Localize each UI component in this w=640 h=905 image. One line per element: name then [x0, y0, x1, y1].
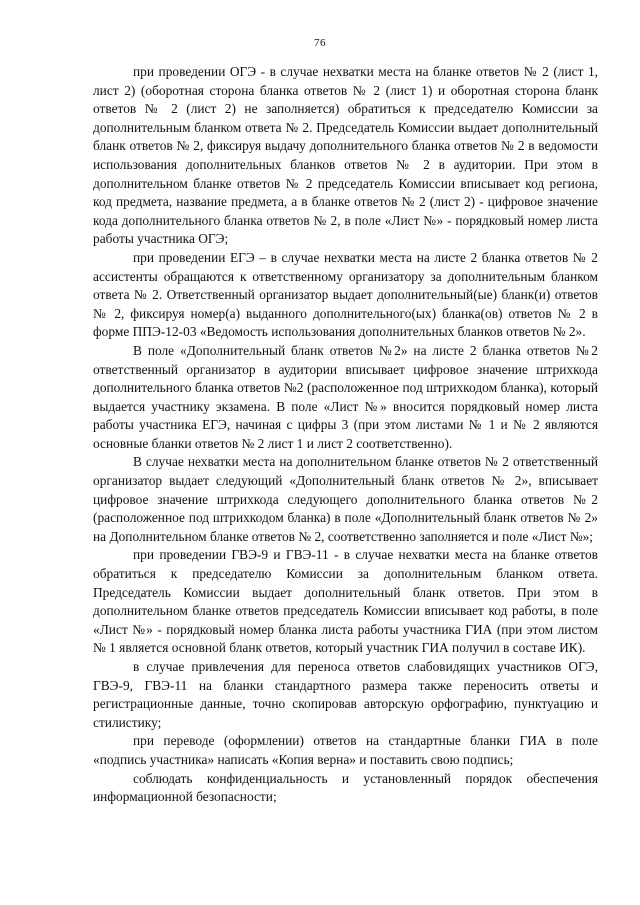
paragraph-ege-extra-sheet: при проведении ЕГЭ – в случае нехватки места на листе 2 бланка ответов № 2 ассистенты обращаются к ответственному организатору за дополнительным бланком ответа № 2. Ответственный организатор выдает дополнительный(ые) бланк(и) ответов № 2, фиксируя номер(а) выданного дополнительного(ых) бланка(ов) ответов № 2 в форме ППЭ-12-03 «Ведомость использования дополнительных бланков ответов № 2».	[93, 249, 598, 340]
document-body	[93, 63, 598, 807]
page-number: 76	[314, 37, 326, 49]
paragraph-copy-signature: при переводе (оформлении) ответов на стандартные бланки ГИА в поле «подпись участника» написать «Копия верна» и поставить свою подпись;	[93, 733, 598, 767]
paragraph-confidentiality: соблюдать конфиденциальность и установленный порядок обеспечения информационной безопасности;	[93, 770, 598, 805]
paragraph-extra-form-field: В поле «Дополнительный бланк ответов №2» на листе 2 бланка ответов №2 ответственный организатор в аудитории вписывает цифровое значение штрихкода дополнительного бланка ответов №2 (расположенное под штрихкодом бланка), который выдается участнику экзамена. В поле «Лист №» вносится порядковый номер листа работы участника ЕГЭ, начиная с цифры 3 (при этом листами № 1 и № 2 являются основные бланки ответов № 2 лист 1 и лист 2 соответственно).	[93, 342, 598, 451]
paragraph-next-extra-form: В случае нехватки места на дополнительном бланке ответов № 2 ответственный организатор выдает следующий «Дополнительный бланк ответов № 2», вписывает цифровое значение штрихкода следующего дополнительного бланка ответов №2 (расположенное под штрихкодом бланка) в поле «Дополнительный бланк ответов № 2» на Дополнительном бланке ответов № 2, соответственно заполняется и поле «Лист №»;	[93, 454, 598, 544]
paragraph-gve-extra-sheet: при проведении ГВЭ-9 и ГВЭ-11 - в случае нехватки места на бланке ответов обратиться к председателю Комиссии за дополнительным бланком ответа. Председатель Комиссии выдает дополнительный бланк ответов. При этом в дополнительном бланке ответов председатель Комиссии вписывает код работы, в поле «Лист №» - порядковый номер бланка листа работы участника ГИА (при этом листом № 1 является основной бланк ответов, который участник ГИА получил в составе ИК).	[93, 547, 598, 656]
paragraph-visually-impaired-transfer: в случае привлечения для переноса ответов слабовидящих участников ОГЭ, ГВЭ-9, ГВЭ-11 на бланки стандартного размера также переносить ответы и регистрационные данные, точно скопировав авторскую орфографию, пунктуацию и стилистику;	[93, 659, 598, 730]
paragraph-oge-extra-sheet: при проведении ОГЭ - в случае нехватки места на бланке ответов № 2 (лист 1, лист 2) (оборотная сторона бланка ответов № 2 (лист 1) и оборотная сторона бланк ответов № 2 (лист 2) не заполняется) обратиться к председателю Комиссии за дополнительным бланком ответа № 2. Председатель Комиссии выдает дополнительный бланк ответов № 2, фиксируя выдачу дополнительного бланка ответов № 2 в ведомости использования дополнительных бланков ответов № 2 в аудитории. При этом в дополнительном бланке ответов № 2 председатель Комиссии вписывает код региона, код предмета, название предмета, а в бланке ответов № 2 (лист 2) - цифровое значение кода дополнительного бланка ответов № 2, в поле «Лист №» - порядковый номер листа работы участника ОГЭ;	[93, 64, 598, 247]
